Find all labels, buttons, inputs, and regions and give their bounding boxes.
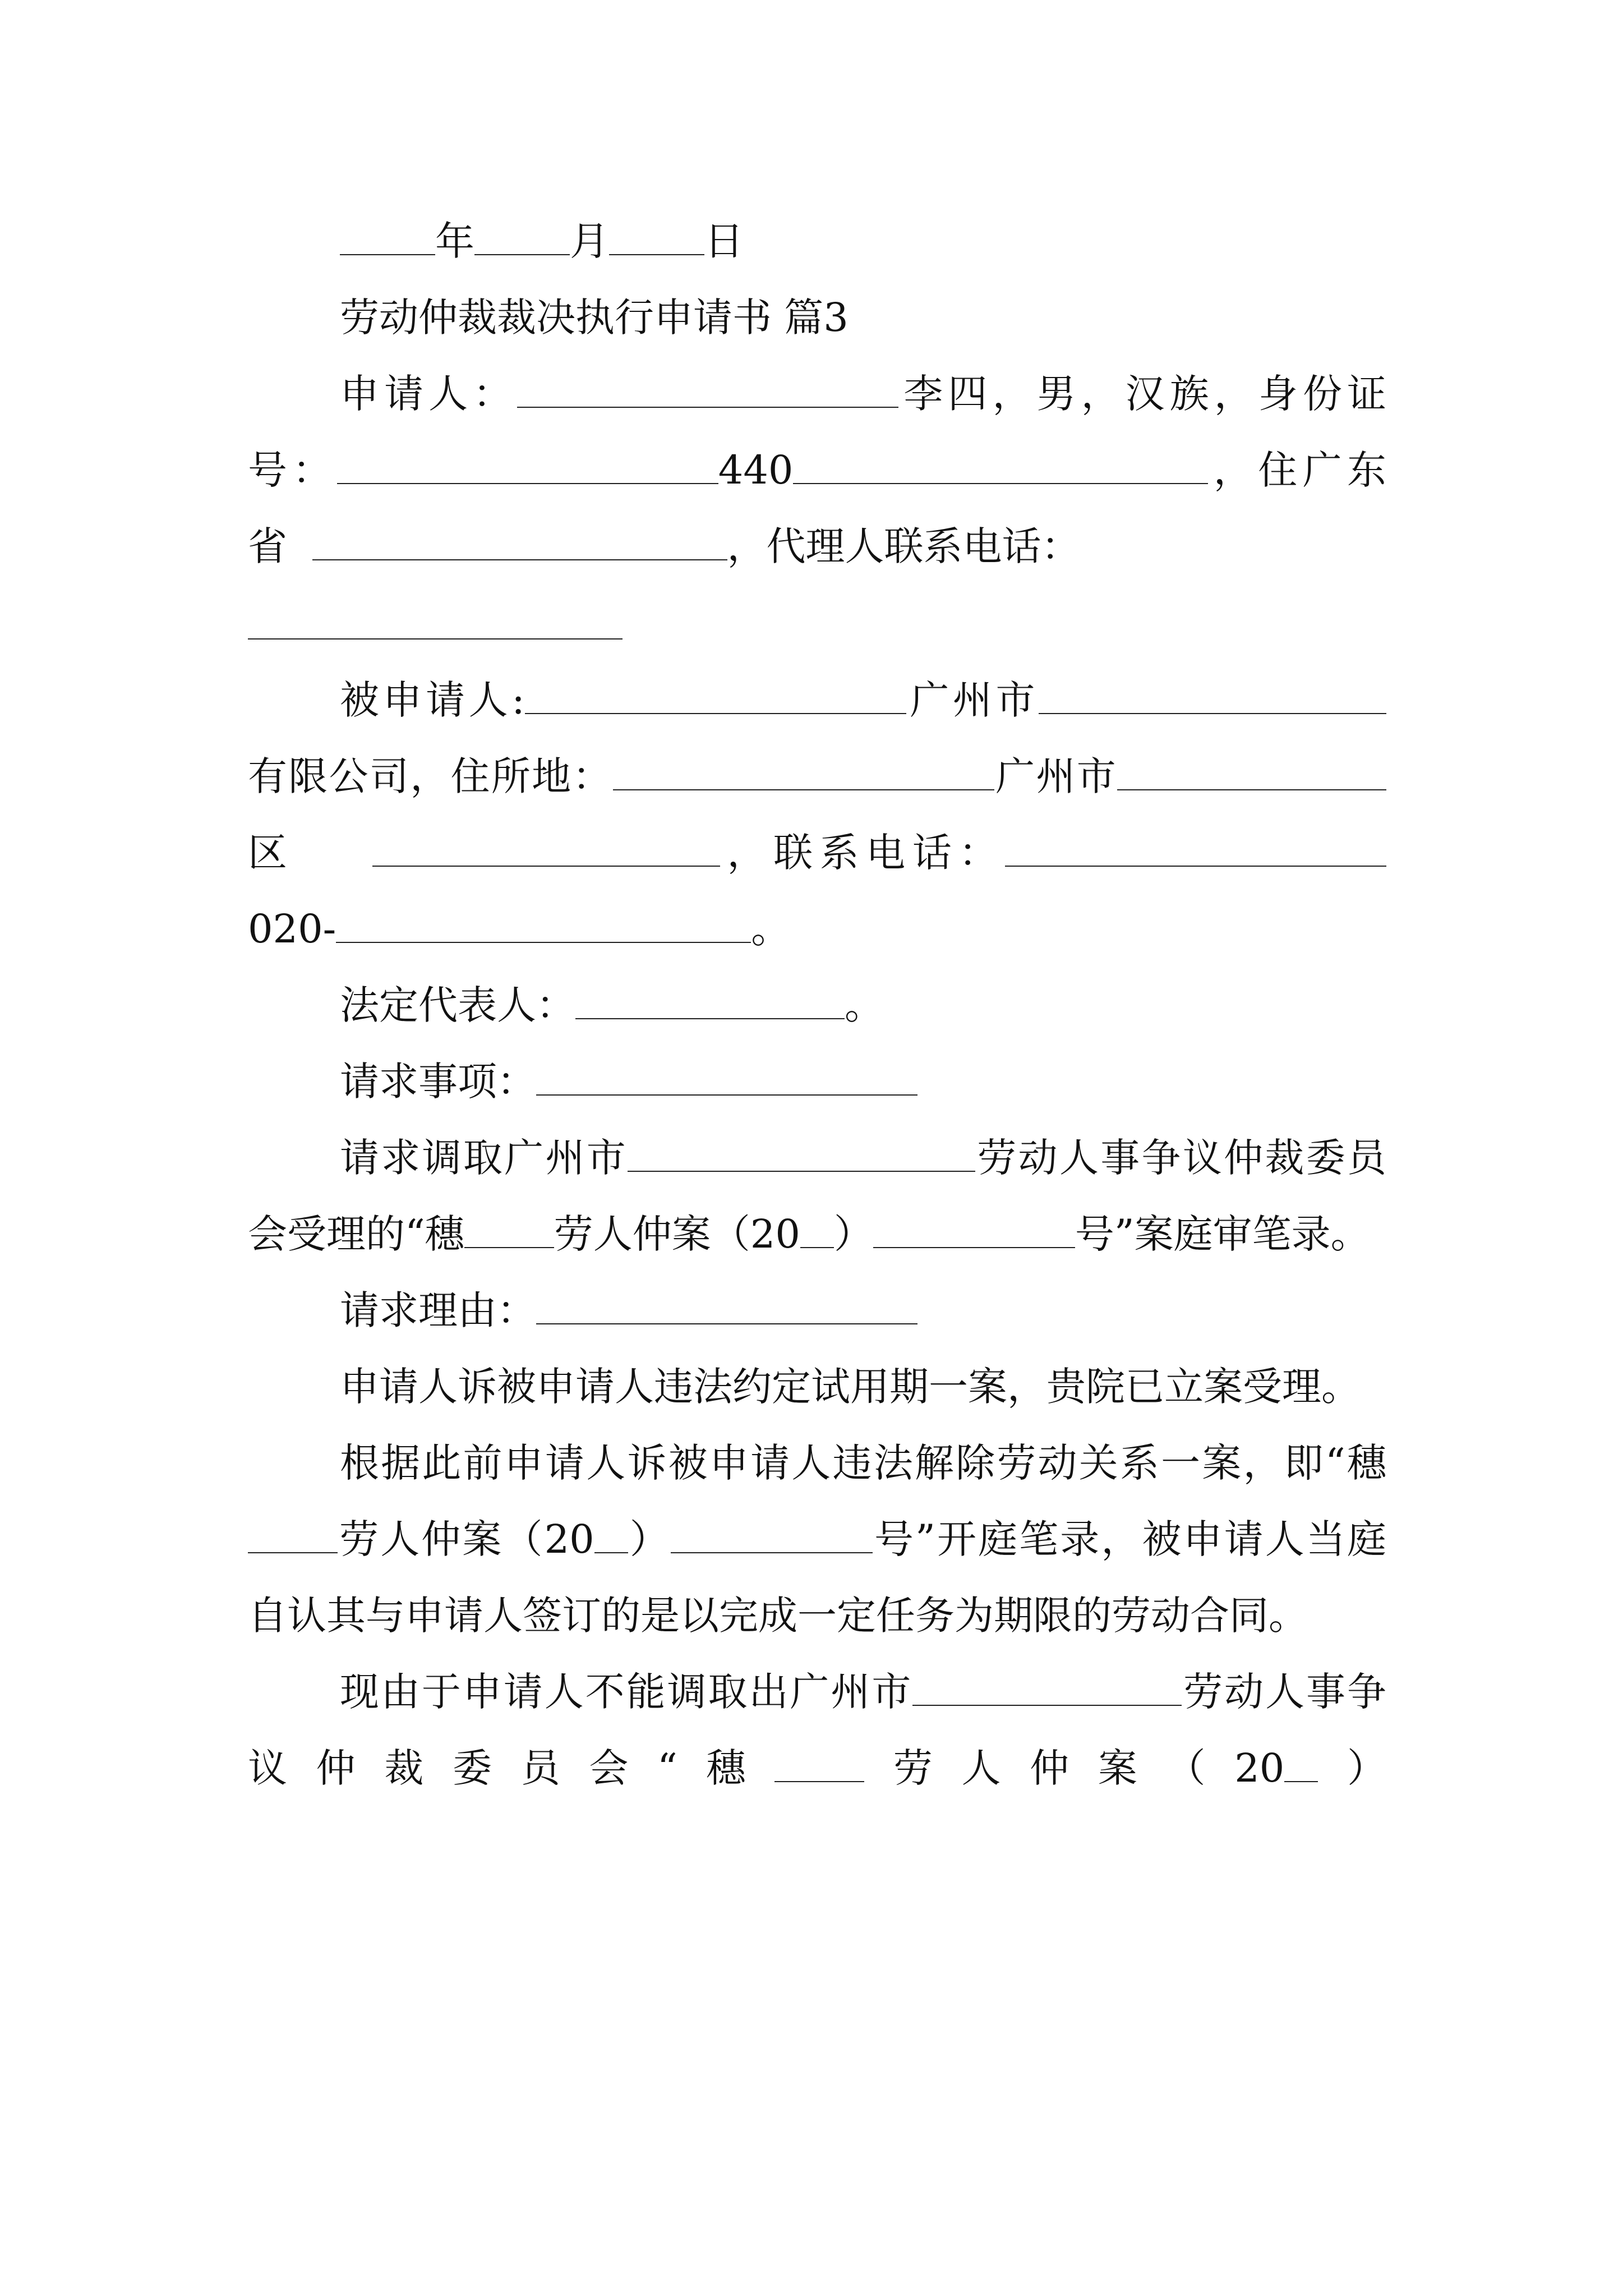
- respondent-label: 被申请人:: [340, 677, 525, 723]
- request-part-2: 劳动人事争议仲裁委: [975, 1135, 1348, 1181]
- applicant-id-blank-2: [793, 447, 1208, 484]
- request-blank-3: [800, 1211, 834, 1248]
- respondent-district: 区: [248, 830, 294, 876]
- month-blank: [474, 218, 570, 255]
- reason3-part-3: 劳人仲案（20: [864, 1745, 1285, 1791]
- request-blank-1: [628, 1135, 975, 1172]
- applicant-id-fragment: 440: [718, 447, 794, 493]
- legal-rep-period: 。: [845, 982, 884, 1028]
- reason3-blank-2: [774, 1745, 864, 1782]
- reason2-part-2: 劳人仲案（20: [338, 1516, 594, 1562]
- request-blank-4: [873, 1211, 1075, 1248]
- respondent-period: 。: [751, 906, 791, 952]
- applicant-name-blank: [517, 371, 898, 408]
- respondent-address-blank-2: [1117, 753, 1386, 790]
- request-items-line: [248, 1043, 1386, 1120]
- day-label: 日: [704, 218, 744, 264]
- reason-paragraph-2: [248, 1425, 1386, 1654]
- request-paragraph: [248, 1120, 1386, 1272]
- applicant-name-info: 李四，男，汉族，身份证: [898, 371, 1387, 417]
- legal-rep-label: 法定代表人：: [340, 982, 575, 1028]
- reason2-part-3: ）: [628, 1516, 671, 1562]
- applicant-phone-label: ，代理人联系电话：: [727, 523, 1081, 569]
- month-label: 月: [570, 218, 609, 264]
- reason-blank: [536, 1287, 917, 1324]
- legal-rep-blank: [575, 982, 845, 1019]
- respondent-phone-blank-1: [1005, 830, 1386, 867]
- applicant-phone-blank: [248, 585, 623, 639]
- request-part-3: 员会受理的“穗: [248, 1135, 1387, 1257]
- respondent-blank-1: [525, 677, 906, 714]
- year-label: 年: [435, 218, 474, 264]
- reason-paragraph-1: 申请人诉被申请人违法约定试用期一案，贵院已立案受理。: [340, 1364, 1361, 1410]
- reason-paragraph-3: [248, 1654, 1386, 1806]
- respondent-address-city: 广州市: [994, 753, 1118, 799]
- reason-line: [248, 1272, 1386, 1349]
- request-part-4: 劳人仲案（20: [554, 1211, 800, 1257]
- respondent-company-suffix: 有限公司，住所地：: [248, 753, 613, 799]
- applicant-province-label: 省: [248, 523, 287, 569]
- respondent-address-blank: [613, 753, 994, 790]
- year-blank: [340, 218, 435, 255]
- applicant-paragraph: [248, 356, 1386, 585]
- day-blank: [609, 218, 704, 255]
- reason-label: 请求理由：: [340, 1287, 536, 1333]
- reason2-blank-3: [671, 1516, 873, 1553]
- reason3-part-1: 现由于申请人不能调取出广州市: [340, 1669, 913, 1715]
- date-line: [248, 203, 1386, 279]
- respondent-district-blank: [372, 830, 720, 867]
- document-heading: 劳动仲裁裁决执行申请书 篇3: [340, 295, 849, 341]
- request-items-label: 请求事项：: [340, 1059, 536, 1105]
- request-items-blank: [536, 1059, 917, 1096]
- request-part-7: 案庭审笔录。: [1134, 1211, 1370, 1257]
- request-blank-2: [464, 1211, 554, 1248]
- reason2-blank-1: [248, 1516, 338, 1553]
- applicant-address-blank: [312, 523, 727, 560]
- respondent-phone-blank-2: [336, 906, 751, 943]
- applicant-id-label: 号：: [248, 447, 337, 493]
- respondent-blank-2: [1039, 677, 1386, 714]
- legal-rep-line: [248, 967, 1386, 1043]
- reason2-part-1: 根据此前申请人诉被申请人违法解除劳动关系一案，即“穗: [340, 1440, 1386, 1486]
- reason3-part-2: 劳动人事争议仲裁委员会“穗: [248, 1669, 1387, 1791]
- respondent-phone-label: ，联系电话：: [720, 830, 1006, 876]
- reason3-blank-1: [912, 1669, 1182, 1706]
- request-part-5: ）: [833, 1211, 873, 1257]
- applicant-id-blank-1: [337, 447, 718, 484]
- applicant-address-label: ，住广东: [1208, 447, 1386, 493]
- reason3-part-4: ）: [1318, 1745, 1386, 1791]
- reason2-part-4: 号”开庭笔录，被申请人当庭自认其与申请人签订的是以完成一定任务为期限的劳动合同。: [248, 1516, 1386, 1639]
- document-body: [248, 203, 1386, 1806]
- respondent-city: 广州市: [906, 677, 1039, 723]
- request-part-1: 请求调取广州市: [340, 1135, 628, 1181]
- reason3-blank-3: [1284, 1745, 1318, 1782]
- respondent-paragraph: [248, 662, 1386, 967]
- request-part-6: 号”: [1075, 1211, 1135, 1257]
- applicant-label: 申请人：: [340, 371, 518, 417]
- respondent-phone-prefix: 020-: [248, 906, 336, 952]
- reason2-blank-2: [594, 1516, 628, 1553]
